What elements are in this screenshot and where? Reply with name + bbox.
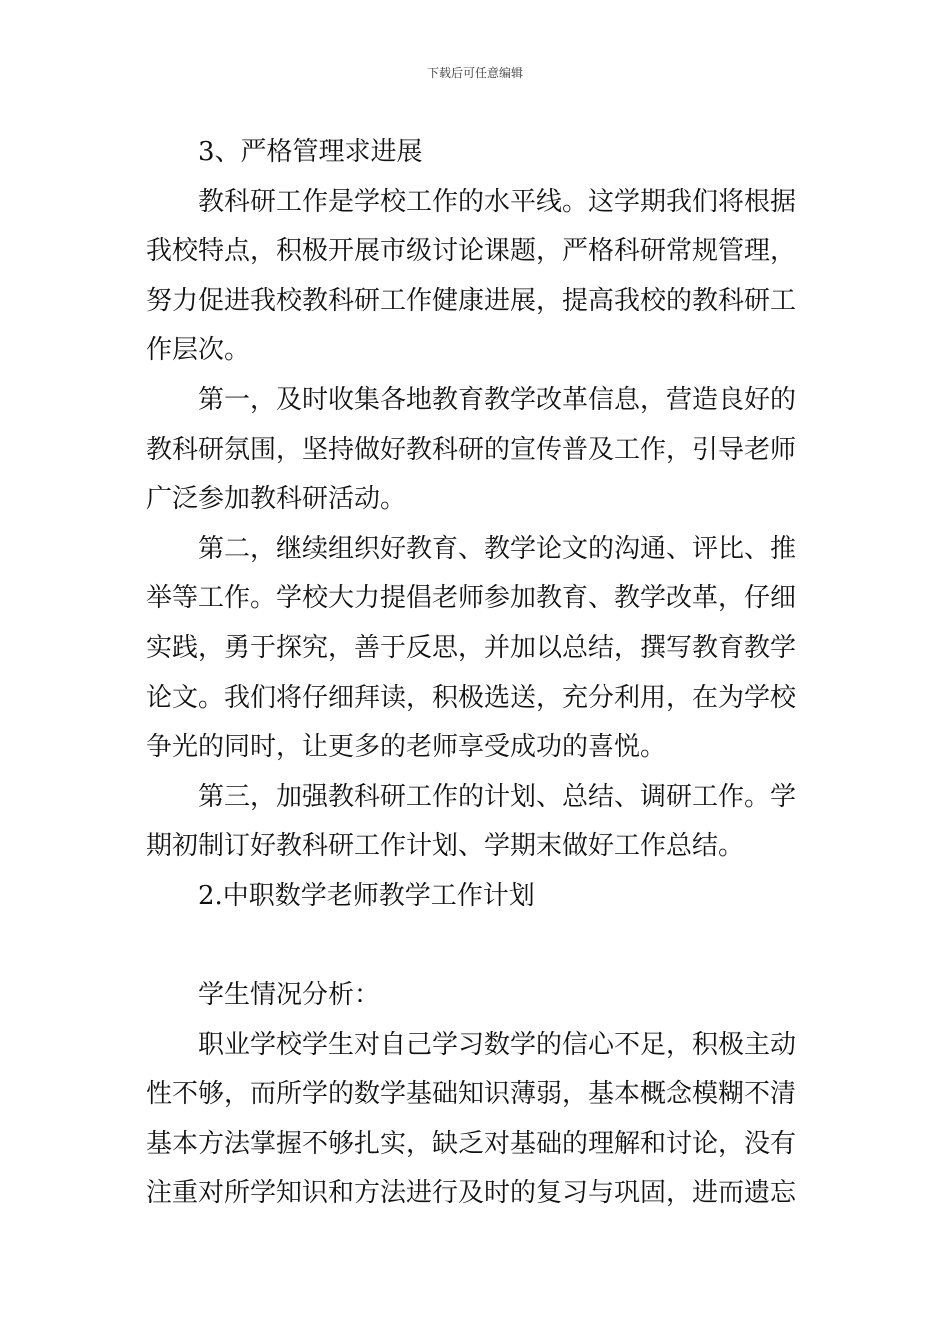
text-line: 教科研氛围，坚持做好教科研的宣传普及工作，引导老师 <box>146 434 797 465</box>
text-line: 性不够，而所学的数学基础知识薄弱，基本概念模糊不清 <box>146 1079 797 1110</box>
paragraph-1 <box>146 178 806 376</box>
text-line: 基本方法掌握不够扎实，缺乏对基础的理解和讨论，没有 <box>146 1128 797 1159</box>
text-line: 广泛参加教科研活动。 <box>146 484 407 515</box>
paragraph-4 <box>146 773 806 872</box>
text-line: 第三，加强教科研工作的计划、总结、调研工作。学 <box>198 781 797 812</box>
page-header: 下载后可任意编辑 <box>426 66 523 80</box>
text-line: 期初制订好教科研工作计划、学期末做好工作总结。 <box>146 831 745 862</box>
document-body <box>146 128 806 1219</box>
analysis-heading: 学生情况分析： <box>198 980 381 1011</box>
paragraph-3 <box>146 525 806 773</box>
blank-line <box>146 922 806 972</box>
text-line: 第二，继续组织好教育、教学论文的沟通、评比、推 <box>198 533 797 564</box>
text-line: 第一，及时收集各地教育教学改革信息，营造良好的 <box>198 384 797 415</box>
section-heading: 3、严格管理求进展 <box>198 137 423 167</box>
analysis-paragraph <box>146 1021 806 1219</box>
text-line: 争光的同时，让更多的老师享受成功的喜悦。 <box>146 732 667 763</box>
text-line: 努力促进我校教科研工作健康进展，提高我校的教科研工 <box>146 285 797 316</box>
paragraph-2 <box>146 376 806 525</box>
text-line: 举等工作。学校大力提倡老师参加教育、教学改革，仔细 <box>146 583 797 614</box>
text-line: 注重对所学知识和方法进行及时的复习与巩固，进而遗忘 <box>146 1178 797 1209</box>
text-line: 实践，勇于探究，善于反思，并加以总结，撰写教育教学 <box>146 632 797 663</box>
article-title: 2.中职数学老师教学工作计划 <box>198 880 535 911</box>
text-line: 职业学校学生对自己学习数学的信心不足，积极主动 <box>198 1029 797 1060</box>
text-line: 我校特点，积极开展市级讨论课题，严格科研常规管理， <box>146 236 797 267</box>
text-line: 论文。我们将仔细拜读，积极选送，充分利用，在为学校 <box>146 682 797 713</box>
text-line: 作层次。 <box>146 335 251 366</box>
text-line: 教科研工作是学校工作的水平线。这学期我们将根据 <box>198 186 797 217</box>
